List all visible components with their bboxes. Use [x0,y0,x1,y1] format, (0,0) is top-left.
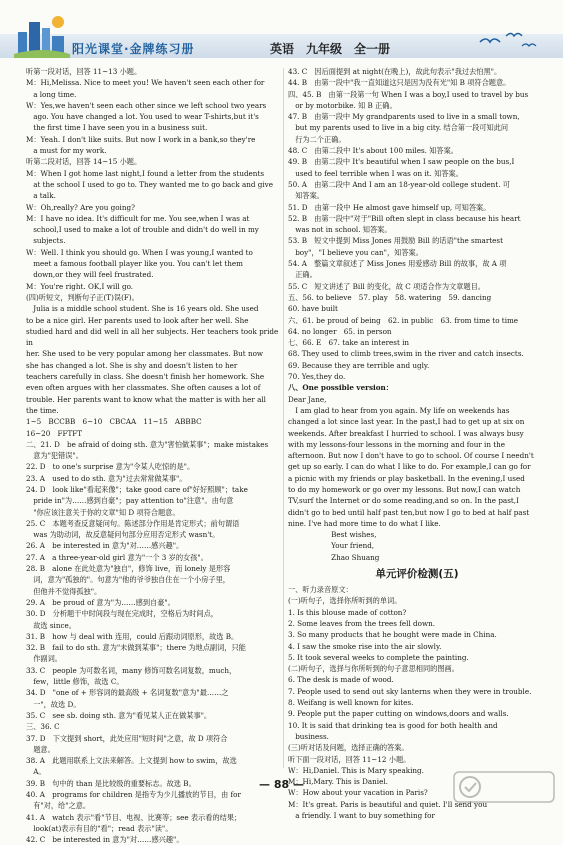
watermark-logo-icon [452,770,556,804]
right-column-line: 64. no longer 65. in person [288,326,392,336]
left-column-line: 28. B alone 在此处意为"独自"，修饰 live，而 lonely 是形容 [26,564,231,574]
left-column-line: a must for my work. [26,146,107,156]
left-column-line: pride in"为……感到自豪"；pay attention to"注意"。由句意 [26,496,234,506]
right-column-line: Dear Jane, [288,394,327,404]
right-column-line: to do my homework or go over my lessons. But now,I can watch [288,484,521,494]
right-column-line: 4. I saw the smoke rise into the air slowly. [288,641,442,651]
left-column-line: 三、36. C [26,722,60,732]
left-column-line: 意为"犯错误"。 [26,451,83,461]
subject-title: 英语 九年级 全一册 [270,42,391,56]
left-column-line: 二、21. D be afraid of doing sth. 意为"害怕做某事"；make mistakes [26,439,269,449]
left-column-line: to be a nice girl. Her parents used to look after her well. She [26,315,249,325]
right-column-line: 六、61. be proud of being 62. in public 63. from time to time [288,315,519,325]
right-column-line: business. [288,731,329,741]
left-column-line: down,or they will feel frustrated. [26,270,154,280]
right-column-line: 68. They used to climb trees,swim in the river and catch insects. [288,349,524,359]
right-column-line: with my lessons-four lessons in the morning and four in the [288,439,506,449]
right-column-line: 1. Is this blouse made of cotton? [288,607,407,617]
left-column-line: few，little 修饰，故选 C。 [26,677,124,687]
right-column-line: W：Hi,Daniel. This is Mary speaking. [288,765,424,775]
right-column-line: boy"，"I believe you can"，知答案。 [288,247,423,257]
left-column-line: subjects. [26,236,66,246]
right-column-line: 五、56. to believe 57. play 58. watering 59. dancing [288,292,492,302]
column-divider [283,68,284,768]
left-column-line: W：Yes,we haven't seen each other since we left school two years [26,100,267,110]
right-column-line: 43. C 因后面提到 at night(在晚上)，故此句表示"我过去怕黑"。 [288,67,502,76]
right-column-line: 正确。 [288,270,317,280]
right-column-line: 听下面一段对话，回答 11~12 小题。 [288,754,411,764]
right-column-line: 2. Some leaves from the trees fell down. [288,618,436,628]
left-column-line: at the school I used to go to. They wanted me to go back and give [26,179,273,189]
right-column-line: Best wishes, [288,530,377,540]
right-column-line: Zhao Shuang [288,552,380,562]
left-column-line: 作副词。 [26,654,62,664]
right-column-line: changed a lot since last year. In the past,I had to get up at six on [288,417,525,427]
right-column-line: 八、One possible version： [288,383,393,393]
right-column [288,66,546,821]
left-column-line: 40. A programs for children 是指专为少儿播放的节目，由 for [26,790,241,799]
left-column-line: the first time I have seen you in a business suit. [26,123,208,133]
left-column-line: 30. D 分析题干中时间段与现在完成时，空格后为时间点， [26,609,218,619]
right-column-line: 5. It took several weeks to complete the painting. [288,652,469,662]
right-column-line: or by motorbike. 知 B 正确。 [288,100,397,110]
right-column-line: 52. B 由第一段中"对于"Bill often slept in class because his heart [288,213,521,223]
left-column-line: 24. D look like"看起来像"；take good care of"好好照顾"；take [26,484,248,494]
left-column-line: 41. A watch 表示"看"节目、电视、比赛等；see 表示看的结果； [26,812,242,822]
left-column-line: meet a famous football player like you. You can't let them [26,259,243,269]
left-column-line: 29. A be proud of 意为"为……感到自豪"。 [26,597,175,607]
page-header [0,0,563,68]
right-column-line: 51. D 由第一段中 He almost gave himself up, 可知答案。 [288,202,491,212]
left-column-line: look(at)表示有目的"看"；read 表示"读"。 [26,823,173,833]
right-column-line: M：It's great. Paris is beautiful and quiet. I'll send you [288,799,488,809]
right-column-line: 行为二个正确。 [288,134,346,144]
left-column-line: W：Oh,really? Are you going? [26,202,135,212]
right-column-line: weekends. After breakfast I hurried to school. I was always busy [288,428,524,438]
right-column-line: M：Hi,Mary. This is Daniel. [288,777,388,787]
left-column-line: "你应该注意关于你的文章"知 D 项符合题意。 [26,507,180,517]
left-column-line: (四)听短文，判断句子正(T)误(F)。 [26,292,139,302]
right-column-line: afternoon. But now I don't have to go to school. Of course I needn't [288,451,534,461]
right-column-line: 69. Because they are terrible and ugly. [288,360,430,370]
right-column-line: was not in school. 知答案。 [288,225,392,235]
right-column-line: 四、45. B 由第一段第一句 When I was a boy,I used to travel by bus [288,89,529,99]
left-column-line: M：Hi,Melissa. Nice to meet you! We haven't seen each other for [26,78,265,88]
right-column-line: 3. So many products that he bought were made in China. [288,630,497,640]
left-column-line: ago. You have changed a lot. You used to wear T-shirts,but it's [26,112,259,122]
left-column-line: teachers carefully in class. She doesn't finish her homework. She [26,372,265,382]
left-column-line: 但他并不觉得孤独"。 [26,586,102,596]
left-column-line: 1~5 BCCBB 6~10 CBCAA 11~15 ABBBC [26,417,202,427]
right-column-line: 6. The desk is made of wood. [288,675,394,685]
right-column-line: (一)听句子，选择你所听到的单词。 [288,596,402,606]
left-column-line: 22. D to one's surprise 意为"令某人吃惊的是"。 [26,462,195,472]
right-column-line: (三)听对话及问题，选择正确的答案。 [288,743,409,753]
right-column-line: used to feel terrible when I was on it. 知答案。 [288,168,463,178]
right-column-line: get up so early. I can do what I like to do. For example,I can go for [288,462,531,472]
left-column-line: 37. D 下文提到 short，此处应用"短时间"之意，故 D 项符合 [26,733,228,743]
right-column-line: a picnic with my friends or play basketball. In the evening,I used [288,473,525,483]
birds-icon [470,28,540,54]
left-column-line: 39. B 句中的 than 是比较级的重要标志。故选 B。 [26,778,196,788]
left-column-line: M：When I got home last night,I found a letter from the students [26,168,265,178]
right-column-line: TV,surf the Internet or do some reading,and so on. In the past,I [288,496,519,506]
left-column-line: was 为助动词，故反意疑问句部分应用否定形式 wasn't。 [26,530,220,540]
left-column-line: 25. C 本题考查反意疑问句。陈述部分作用是肯定形式；前句谓语 [26,518,240,528]
left-column-line: 词，意为"孤独的"。句意为"他的爷爷独自住在一个小房子里， [26,575,230,585]
right-column-line: I am glad to hear from you again. My life on weekends has [288,405,510,415]
right-column-line: 49. B 由第二段中 It's beautiful when I saw people on the bus,I [288,157,515,167]
right-column-line: a friendly. I want to buy something for [288,811,435,820]
left-column-line: W：Well. I think you should go. When I was young,I wanted to [26,247,253,257]
right-column-line: 10. It is said that drinking tea is good for both health and [288,720,498,730]
left-column-line: studied hard and did well in all her subjects. Her teachers took pride in [26,326,281,348]
left-column-line: 16~20 FFTFT [26,428,83,438]
right-column-line: 七、66. E 67. take an interest in [288,338,410,348]
right-column-line: 53. B 短文中提到 Miss Jones 用鼓励 Bill 的话语"the smartest [288,236,503,246]
right-column-line: nine. I've had more time to do what I like. [288,518,441,528]
left-column-line: a talk. [26,191,56,201]
left-column-line: 32. B fail to do sth. 意为"未做到某事"；there 为地点副词，只能 [26,643,246,653]
right-column-line: 60. have built [288,304,338,314]
left-column-line: the time. [26,405,59,415]
left-column-line: 35. C see sb. doing sth. 意为"看见某人正在做某事"。 [26,710,212,720]
right-column-line: 50. A 由第二段中 And I am an 18-year-old college student. 可 [288,179,510,189]
left-column-line: she has changed a lot. She is shy and doesn't listen to her [26,360,238,370]
right-column-line: Your friend, [288,541,375,551]
left-column-line: Julia is a middle school student. She is 16 years old. She used [26,304,259,314]
right-column-line: but my parents used to live in a big city. 结合第一段可知此问 [288,123,509,133]
brand-title: 阳光课堂·金牌练习册 [72,42,195,56]
right-column-line: 70. Yes,they do. [288,372,346,382]
right-column-line: 知答案。 [288,191,324,201]
left-column-line: a long time. [26,89,77,99]
left-column-line: 42. C be interested in 意为"对……感兴趣"。 [26,835,184,845]
right-column-line: 7. People used to send out sky lanterns when they were in trouble. [288,686,532,696]
right-column-line: didn't go to bed until half past ten,but now I go to bed at half past [288,507,530,517]
right-column-line: (二)听句子，选择与你所听到的句子意思相同的图画。 [288,664,459,674]
right-column-line: 44. B 由第一段中"我一直知道这只是因为没有光"知 B 项符合题意。 [288,78,511,88]
left-column-line: A。 [26,767,46,777]
left-column-line: M：Yeah. I don't like suits. But now I work in a bank,so they're [26,134,256,144]
right-column-line: 47. B 由第一段中 My grandparents used to live in a small town, [288,112,520,122]
left-column-line: 34. D "one of + 形容词的最高级 + 名词复数"意为"最……之 [26,688,229,698]
right-column-line: 一、听力录音原文： [288,585,353,595]
right-column-line: 48. C 由第二段中 It's about 100 miles. 知答案。 [288,146,458,156]
left-column-line: 题意。 [26,744,55,754]
left-column-line: M：You're right. OK,I will go. [26,281,134,291]
page-number: — 88 — [259,778,304,791]
left-column-line: M：I have no idea. It's difficult for me. You see,when I was at [26,213,250,223]
right-column-line: 8. Weifang is well known for kites. [288,698,414,708]
left-column-line: 38. A 此题用联系上文法来解答。上文提到 how to swim，故选 [26,756,237,766]
left-column-line: 听第一段对话，回答 11~13 小题。 [26,67,142,76]
left-column-line: trouble. Her parents want to know what the matter is with her all [26,394,266,404]
left-column-line: 一"，故选 D。 [26,699,81,709]
left-column-line: 33. C people 为可数名词，many 修饰可数名词复数，much， [26,665,237,675]
left-column-line: 27. A a three-year-old girl 意为"一个 3 岁的女孩"。 [26,552,208,562]
left-column-line: 故选 since。 [26,620,76,630]
left-column-line: 听第二段对话，回答 14~15 小题。 [26,157,142,167]
right-column-line: 54. A 整篇文章叙述了 Miss Jones 用爱感动 Bill 的故事，故 A 项 [288,259,507,269]
left-column-line: school,I used to make a lot of trouble and didn't do well in my [26,225,259,235]
right-column-line: 9. People put the paper cutting on windows,doors and walls. [288,709,509,719]
left-column-line: 26. A be interested in 意为"对……感兴趣"。 [26,541,184,551]
right-column-line: 55. C 短文讲述了 Bill 的变化，故 C 项适合作为文章题目。 [288,281,485,291]
left-column-line: 有"对，给"之意。 [26,801,91,811]
left-column-line: 31. B how 与 deal with 连用，could 后跟动词原形，故选 B。 [26,631,239,641]
right-column-line: W：How about your vacation in Paris? [288,788,428,798]
buildings-logo-icon [14,10,70,58]
left-column [26,66,280,845]
left-column-line: her. She used to be very popular among her classmates. But now [26,349,264,359]
left-column-line: even often argues with her classmates. She often causes a lot of [26,383,261,393]
left-column-line: 23. A used to do sth. 意为"过去常常做某事"。 [26,473,187,483]
section-heading: 单元评价检测(五) [375,568,459,581]
